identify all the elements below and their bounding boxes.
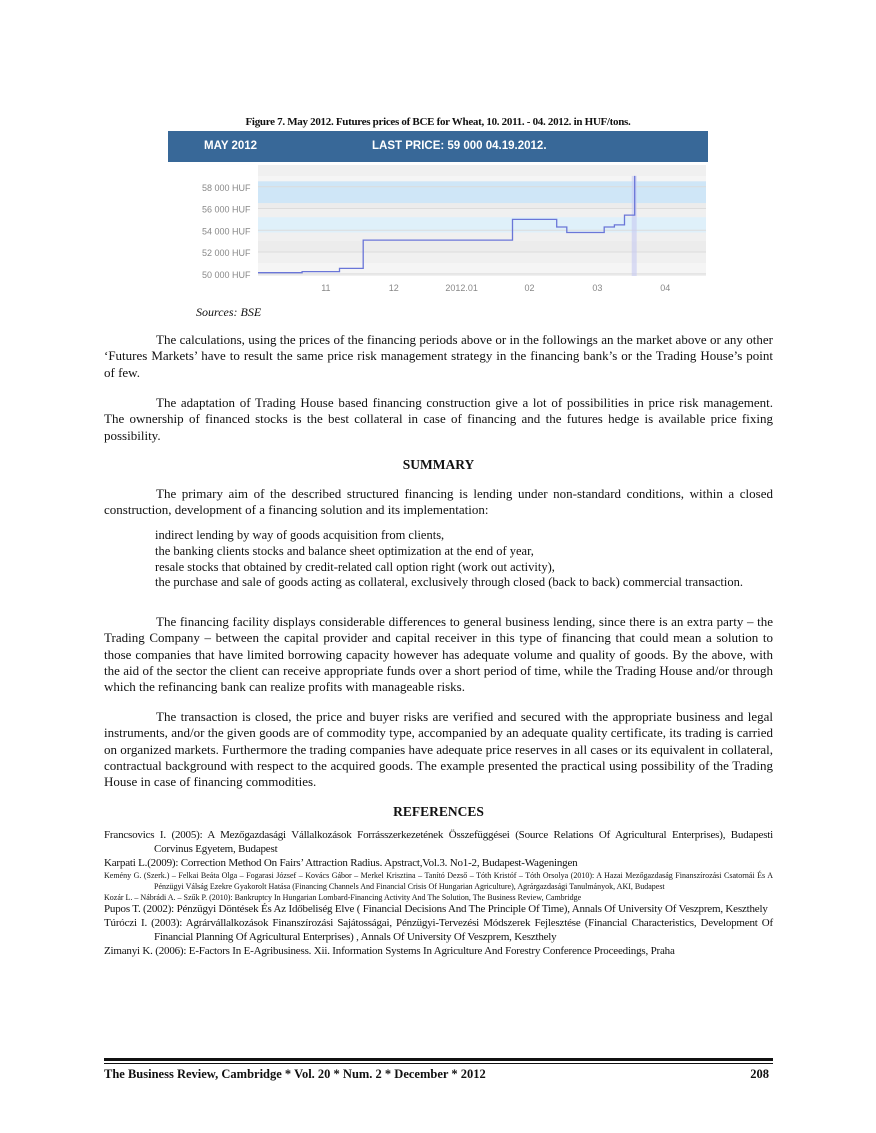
chart-month-label: MAY 2012	[204, 140, 258, 152]
paragraph-5	[104, 709, 773, 790]
x-tick-label: 02	[524, 283, 535, 293]
reference-item: Kemény G. (Szerk.) – Felkai Beáta Olga – Fogarasi József – Kovács Gábor – Merkel Krisztina – Tanító Dezső – Tóth Kristóf – Tóth Orsolya (2010): A Hazai Mezőgazdaság Finanszírozási Csatornái És A Pénzügyi Válság Ezekre Gyakorolt Hatása (Financing Channels And Financial Crisis Of Hungarian Agriculture), Agrárgazdasági Tanulmányok, AKI, Budapest	[104, 871, 773, 892]
y-tick-label: 50 000 HUF	[202, 269, 251, 280]
reference-item: Pupos T. (2002): Pénzügyi Döntések És Az Időbeliség Elve ( Financial Decisions And The Principle Of Time), Annals Of University Of Veszprem, Keszthely	[104, 903, 768, 916]
reference-item: Francsovics I. (2005): A Mezőgazdasági Vállalkozások Forrásszerkezetének Összefüggései (Source Relations Of Agricultural Enterprises), Budapesti Corvinus Egyetem, Budapest	[104, 829, 773, 855]
list-item: the banking clients stocks and balance sheet optimization at the end of year,	[155, 543, 534, 558]
y-tick-label: 58 000 HUF	[202, 182, 251, 193]
figure-caption: Figure 7. May 2012. Futures prices of BCE for Wheat, 10. 2011. - 04. 2012. in HUF/tons.	[245, 116, 631, 128]
reference-item: Zimanyi K. (2006): E-Factors In E-Agribusiness. Xii. Information Systems In Agriculture And Forestry Conference Proceedings, Praha	[104, 944, 675, 957]
reference-item: Túróczi I. (2003): Agrárvállalkozások Finanszírozási Sajátosságai, Pénzügyi-Tervezési Módszerek Fejlesztése (Financial Characteristics, Development Of Financial Planning Of Agricultural Enterprises) , Annals Of University Of Veszprem, Keszthely	[104, 917, 773, 943]
footer-rule	[104, 1063, 773, 1064]
x-tick-label: 04	[660, 283, 671, 293]
y-tick-label: 52 000 HUF	[202, 248, 251, 259]
page-number: 208	[750, 1067, 769, 1081]
chart-plot	[168, 162, 708, 301]
footer-rule	[104, 1058, 773, 1061]
paragraph-2	[104, 395, 773, 444]
paragraph-3	[104, 486, 773, 519]
x-tick-label: 12	[388, 283, 399, 293]
summary-list	[155, 528, 773, 591]
x-tick-label: 2012.01	[445, 283, 478, 293]
price-chart	[168, 131, 708, 301]
grid-band	[258, 241, 706, 252]
references-list	[104, 829, 773, 959]
x-tick-label: 11	[321, 283, 331, 293]
chart-last-price: LAST PRICE: 59 000 04.19.2012.	[372, 140, 547, 152]
list-item: the purchase and sale of goods acting as collateral, exclusively through closed (back to back) commercial transaction.	[155, 575, 743, 590]
x-tick-label: 03	[592, 283, 603, 293]
price-band	[258, 181, 706, 203]
paragraph-3-text: The primary aim of the described structured financing is lending under non-standard conditions, within a closed construction, development of a financing solution and its implementation:	[104, 486, 773, 518]
y-tick-label: 56 000 HUF	[202, 204, 251, 215]
reference-item: Kozár L. – Nábrádi A. – Szűk P. (2010): Bankruptcy In Hungarian Lombard-Financing Activity And The Solution, The Business Review, Cambridge	[104, 893, 582, 903]
chart-header	[168, 131, 708, 162]
paragraph-1	[104, 332, 773, 381]
y-tick-label: 54 000 HUF	[202, 226, 251, 237]
reference-item: Karpati L.(2009): Correction Method On Fairs’ Attraction Radius. Apstract,Vol.3. No1-2, Budapest-Wageningen	[104, 856, 578, 869]
footer-journal: The Business Review, Cambridge * Vol. 20 * Num. 2 * December * 2012	[104, 1067, 486, 1081]
paragraph-4	[104, 614, 773, 695]
paragraph-4-text: The financing facility displays considerable differences to general business lending, since there is an extra party – the Trading Company – between the capital provider and capital receiver in this type of financing that could mean a solution to those companies that have limited borrowing capacity however has adequate volume and quality of goods. By the above, with the aid of the sector the client can receive appropriate funds over a short period of time, while the Trading House and/or through which the refinancing bank can realize profits with manageable risks.	[104, 614, 773, 695]
paragraph-5-text: The transaction is closed, the price and buyer risks are verified and secured with the appropriate business and legal instruments, and/or the given goods are of commodity type, accompanied by an adequate quality certificate, its trading is carried on organized markets. Furthermore the trading companies have adequate price reserves in all cases or its equivalent in collateral, contractual background with respect to the acquired goods. The example presented the practical using possibility of the Trading House in case of financing commodities.	[104, 709, 774, 790]
paragraph-1-text: The calculations, using the prices of the financing periods above or in the followings an the market above or any other ‘Futures Markets’ have to result the same price risk management strategy in the financing bank’s or the Trading House’s point of few.	[104, 332, 773, 380]
figure-sources: Sources: BSE	[196, 305, 262, 319]
paragraph-2-text: The adaptation of Trading House based financing construction give a lot of possibilities in price risk management. The ownership of financed stocks is the best collateral in case of financing and the futures hedge is available price fixing possibility.	[104, 395, 773, 443]
summary-heading: SUMMARY	[402, 457, 475, 472]
list-item: resale stocks that obtained by credit-related call option right (work out activity),	[155, 559, 555, 574]
list-item: indirect lending by way of goods acquisition from clients,	[155, 528, 445, 542]
references-heading: REFERENCES	[393, 804, 484, 819]
